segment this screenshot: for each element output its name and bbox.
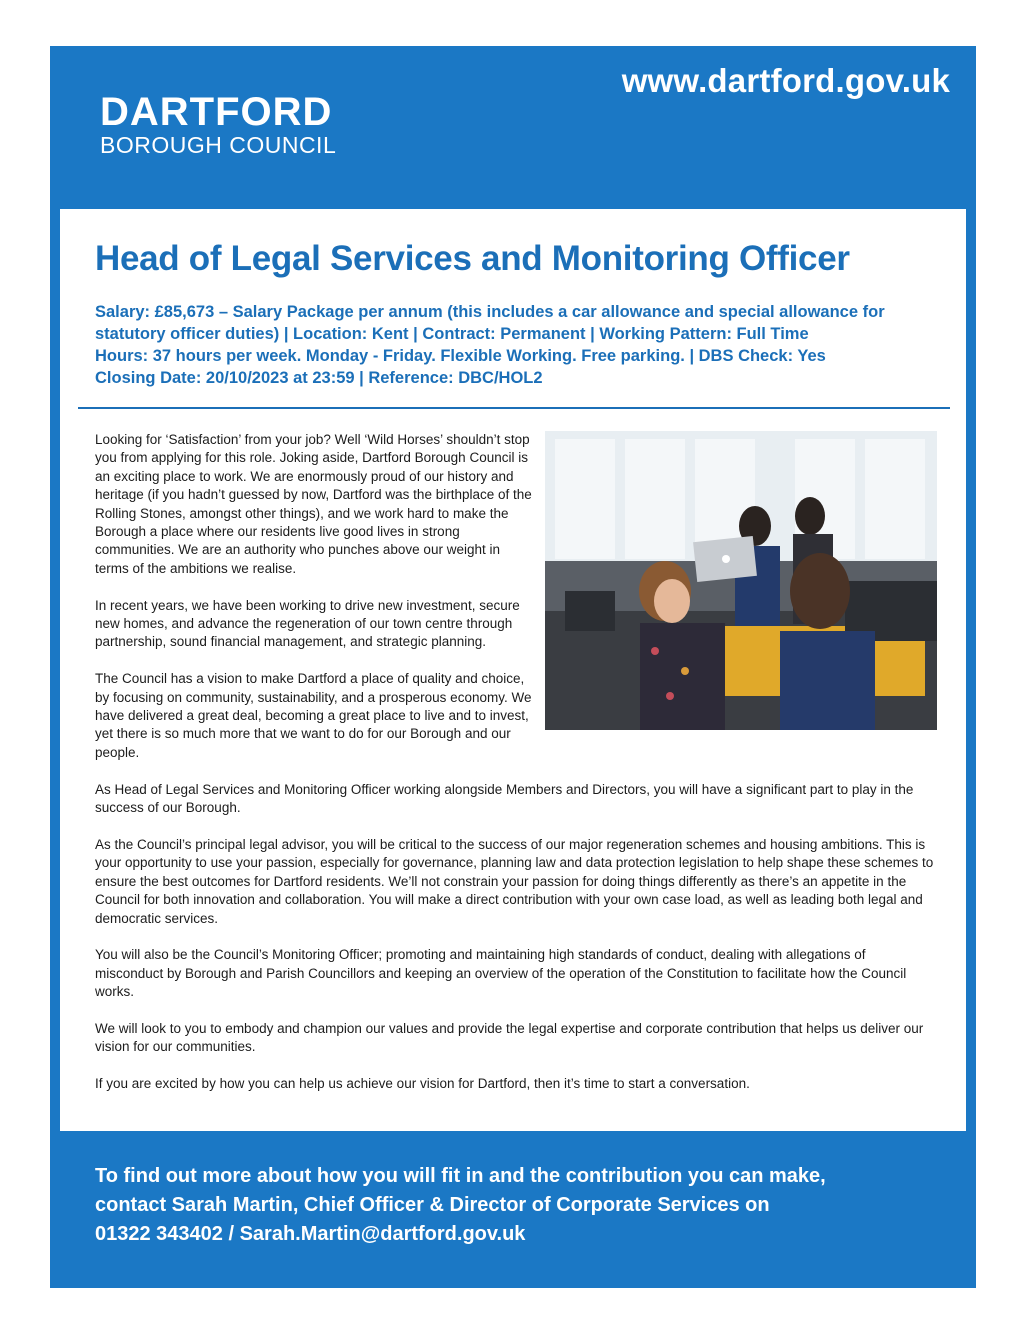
logo-subtitle: BOROUGH COUNCIL <box>100 132 337 158</box>
office-photo <box>545 431 937 730</box>
detail-line: Closing Date: 20/10/2023 at 23:59 | Reference: DBC/HOL2 <box>95 369 543 387</box>
detail-line: Hours: 37 hours per week. Monday - Friday. Flexible Working. Free parking. | DBS Check: Yes <box>95 347 826 365</box>
paragraph: Looking for ‘Satisfaction’ from your job? Well ‘Wild Horses’ shouldn’t stop you from applying for this role. Joking aside, Dartford Borough Council is an exciting place to work. We are enormously proud of our history and heritage (if you hadn’t guessed by now, Dartford was the birthplace of the Rolling Stones, amongst other things), and we work hard to make the Borough a place where our residents live good lives in strong communities. We are an authority who punches above our weight in terms of the ambitions we realise. <box>95 432 532 576</box>
divider <box>78 407 950 409</box>
page-frame <box>50 46 976 1288</box>
paragraph: You will also be the Council’s Monitoring Officer; promoting and maintaining high standards of conduct, dealing with allegations of misconduct by Borough and Parish Councillors and keeping an overview of the operation of the Constitution to facilitate how the Council works. <box>95 947 907 1000</box>
job-title: Head of Legal Services and Monitoring Officer <box>95 239 850 278</box>
detail-line: statutory officer duties) | Location: Kent | Contract: Permanent | Working Pattern: Full Time <box>95 325 809 343</box>
footer-line: To find out more about how you will fit in and the contribution you can make, <box>95 1165 826 1187</box>
content-panel <box>60 209 966 1131</box>
paragraph: If you are excited by how you can help us achieve our vision for Dartford, then it’s time to start a conversation. <box>95 1076 750 1092</box>
paragraph: In recent years, we have been working to drive new investment, secure new homes, and advance the regeneration of our town centre through partnership, sound financial management, and strategic planning. <box>95 597 520 650</box>
paragraph: As the Council’s principal legal advisor, you will be critical to the success of our major regeneration schemes and housing ambitions. This is your opportunity to use your passion, especially for governance, planning law and data protection legislation to help shape these schemes to ensure the best outcomes for Dartford residents. We’ll not constrain your passion for doing things differently as there’s an appetite in the Council for both innovation and collaboration. You will make a direct contribution with your own case load, as well as leading both legal and democratic services. <box>95 836 934 926</box>
footer-contact[interactable]: 01322 343402 / Sarah.Martin@dartford.gov.uk <box>95 1223 526 1245</box>
footer-line: contact Sarah Martin, Chief Officer & Director of Corporate Services on <box>95 1194 770 1216</box>
body-copy <box>95 431 937 1112</box>
paragraph: We will look to you to embody and champion our values and provide the legal expertise and corporate contribution that helps us deliver our vision for our communities. <box>95 1020 924 1055</box>
paragraph: The Council has a vision to make Dartford a place of quality and choice, by focusing on community, sustainability, and a prosperous economy. We have delivered a great deal, becoming a great place to live and to invest, yet there is so much more that we want to do for our Borough and our people. <box>95 671 532 760</box>
website-link[interactable]: www.dartford.gov.uk <box>621 62 950 99</box>
paragraph: As Head of Legal Services and Monitoring Officer working alongside Members and Directors, you will have a significant part to play in the success of our Borough. <box>95 781 914 816</box>
logo-wordmark: DARTFORD <box>100 90 333 134</box>
council-logo <box>100 92 336 158</box>
contact-footer <box>95 1162 935 1249</box>
job-details <box>95 301 945 389</box>
detail-line: Salary: £85,673 – Salary Package per annum (this includes a car allowance and special allowance for <box>95 303 885 321</box>
